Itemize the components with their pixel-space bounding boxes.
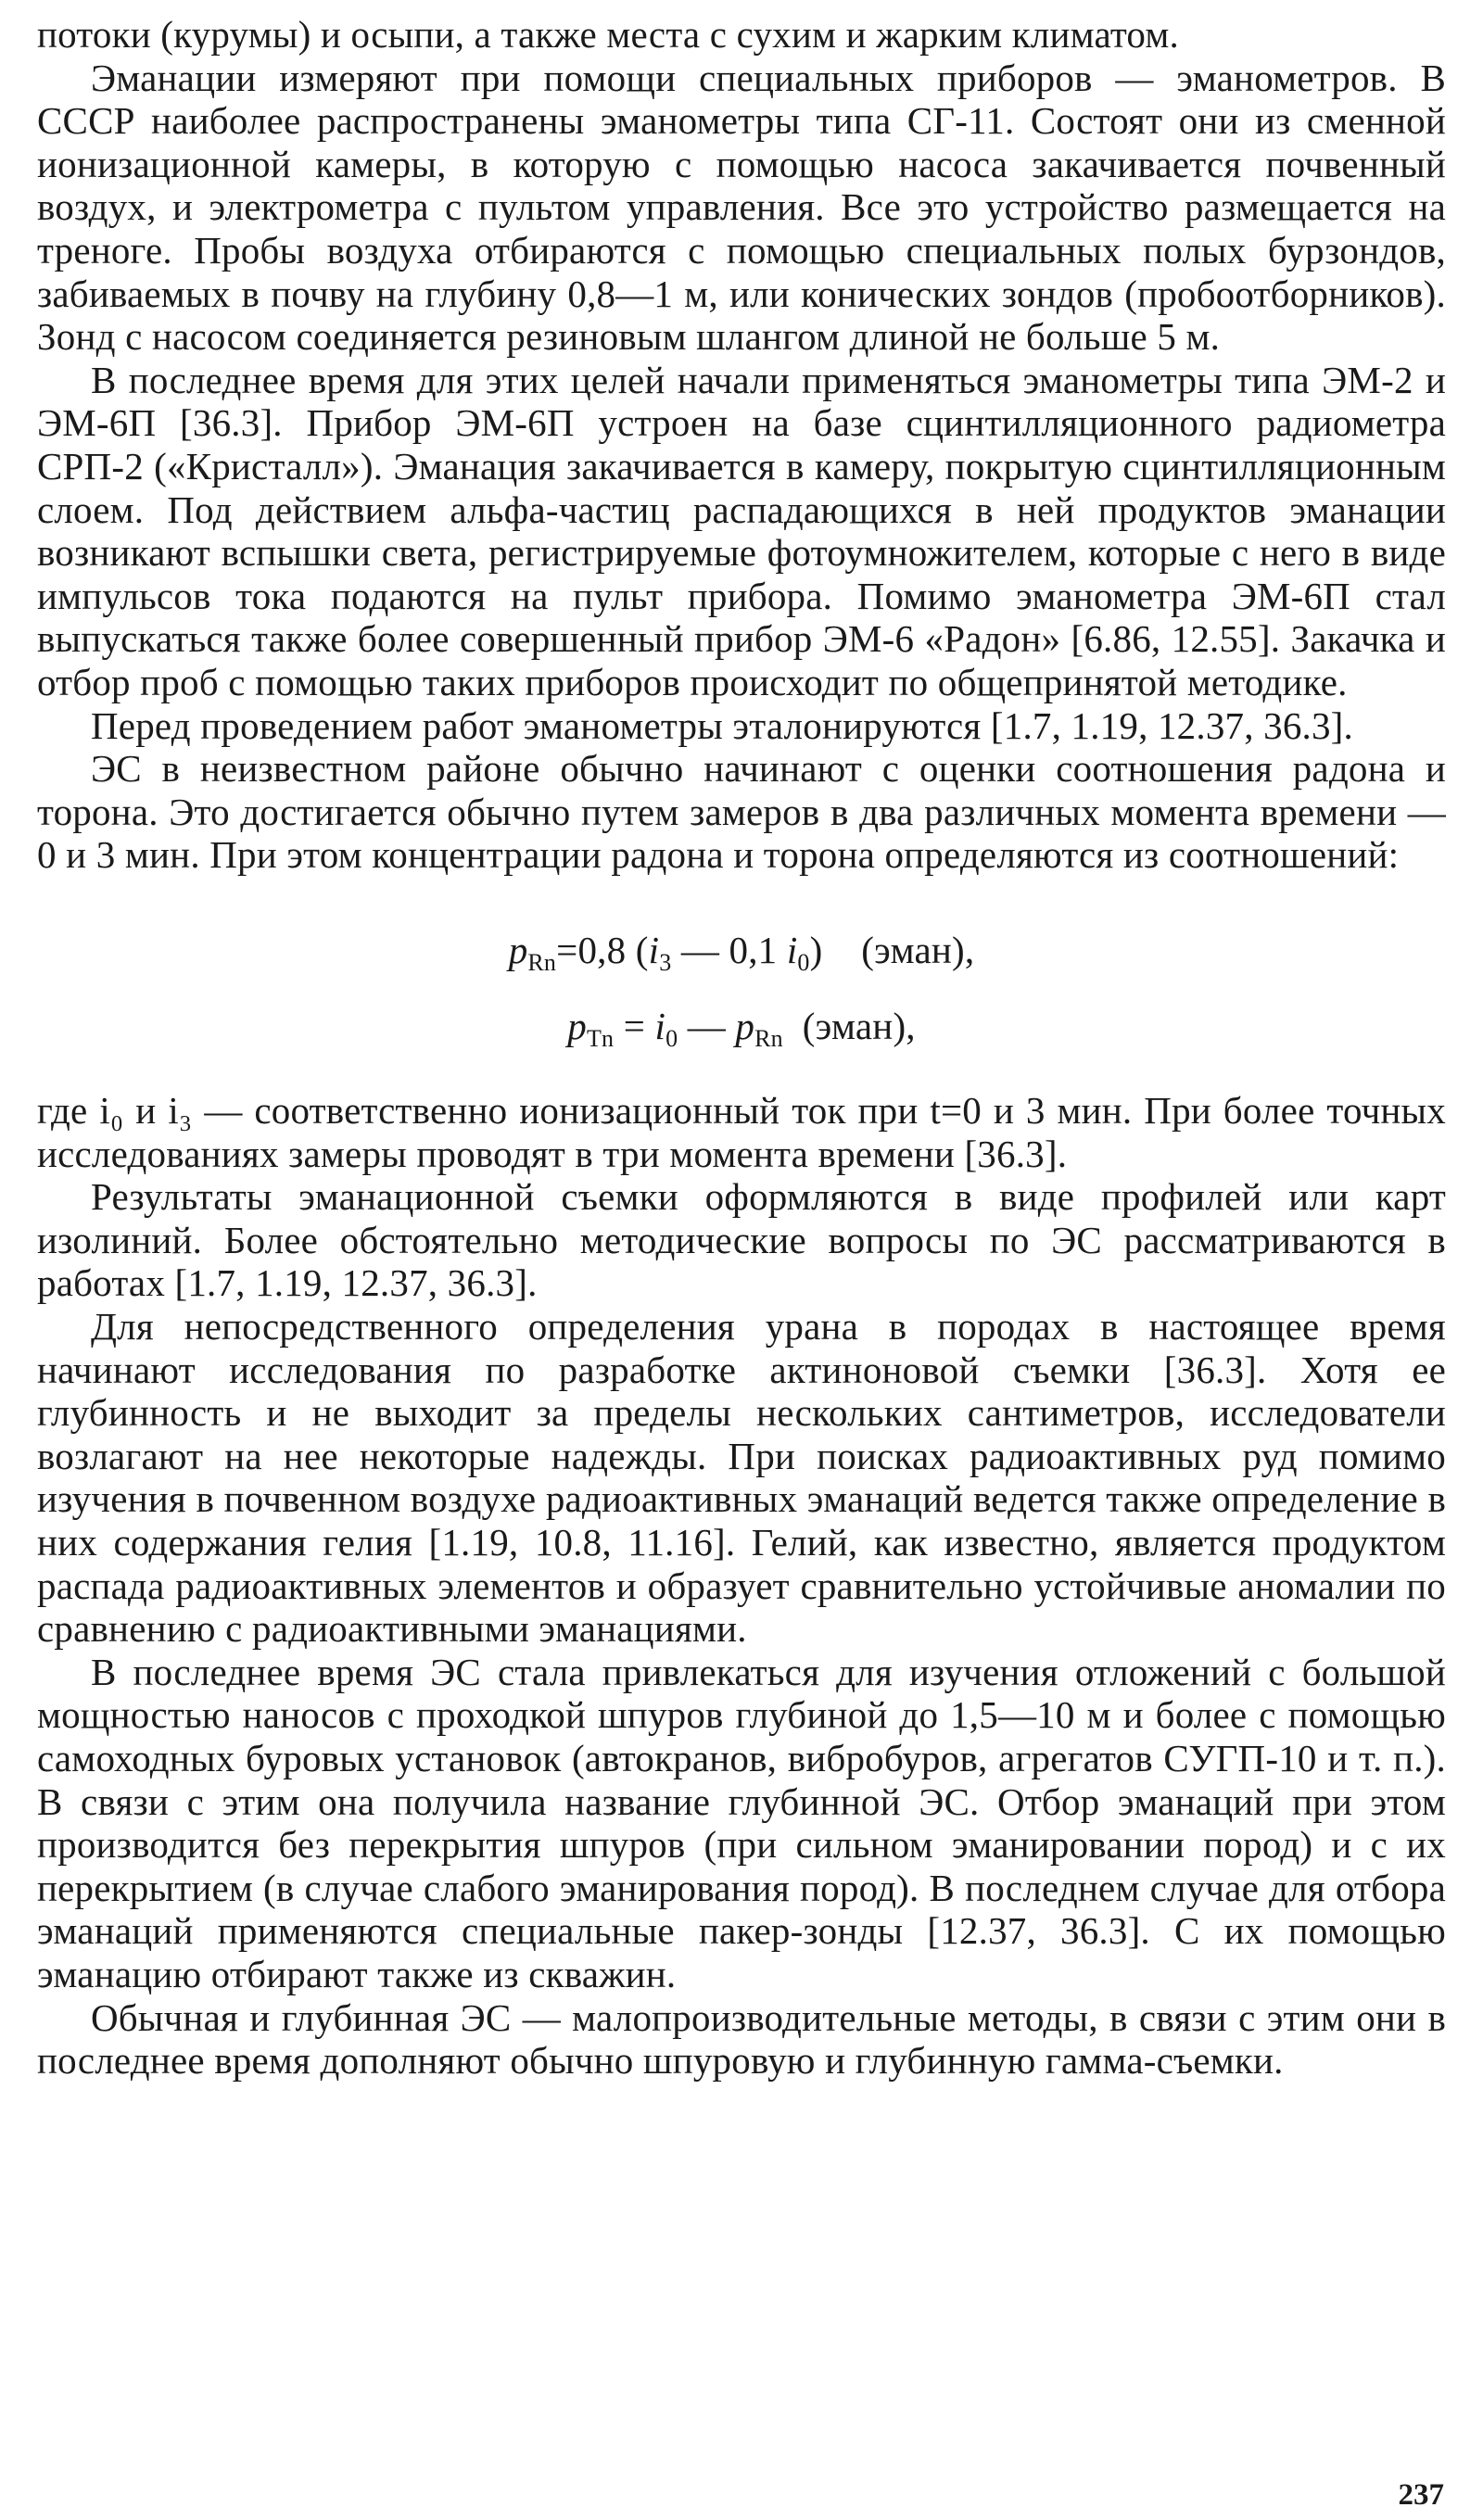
paragraph-deep-es: В последнее время ЭС стала привлекаться для изучения отложений с большой мощностью наносов с проходкой шпуров глубиной до 1,5—10 м и более с помощью самоходных буровых установок (автокранов, вибробуров, агрегатов СУГП-10 и т. п.). В связи с этим она получила название глубинной ЭС. Отбор эманаций при этом производится без перекрытия шпуров (при сильном эманировании пород) и с их перекрытием (в случае слабого эманирования пород). В последнем случае для отбора эманаций применяются специальные пакер-зонды [12.37, 36.3]. С их помощью эманацию отбирают также из скважин. — [37, 1650, 1446, 1995]
paragraph-radon-thoron: ЭС в неизвестном районе обычно начинают с оценки соотношения радона и торона. Это достигается обычно путем замеров в два различных момента времени — 0 и 3 мин. При этом концентрации радона и торона определяются из соотношений: — [37, 747, 1446, 877]
paragraph-results: Результаты эманационной съемки оформляются в виде профилей или карт изолиний. Более обстоятельно методические вопросы по ЭС рассматриваются в работах [1.7, 1.19, 12.37, 36.3]. — [37, 1175, 1446, 1305]
formula-thoron: $p_{Tn} = i_0$ — $p_{Rn}$ (эман), — [567, 1005, 916, 1053]
paragraph-continuation: потоки (курумы) и осыпи, а также места с сухим и жарким климатом. — [37, 13, 1179, 56]
paragraph-actinon: Для непосредственного определения урана в породах в настоящее время начинают исследования по разработке актиноновой съемки [36.3]. Хотя ее глубинность и не выходит за пределы нескольких сантиметров, исследователи возлагают на нее некоторые надежды. При поисках радиоактивных руд помимо изучения в почвенном воздухе радиоактивных эманаций ведется также определение в них содержания гелия [1.19, 10.8, 11.16]. Гелий, как известно, является продуктом распада радиоактивных элементов и образует сравнительно устойчивые аномалии по сравнению с радиоактивными эманациями. — [37, 1305, 1446, 1651]
paragraph-conclusion: Обычная и глубинная ЭС — малопроизводительные методы, в связи с этим они в последнее время дополняют обычно шпуровую и глубинную гамма-съемки. — [37, 1995, 1446, 2083]
page-number: 237 — [1398, 2478, 1444, 2512]
paragraph-calibration: Перед проведением работ эманометры эталонируются [1.7, 1.19, 12.37, 36.3]. — [91, 703, 1353, 747]
body-text — [37, 13, 1446, 2083]
formula-radon: $p_{Rn}=0,8$ ($i_3$ — 0,1 $i_0$) (эман), — [508, 928, 975, 976]
paragraph-emanometers: Эманации измеряют при помощи специальных приборов — эманометров. В СССР наиболее распространены эманометры типа СГ-11. Состоят они из сменной ионизационной камеры, в которую с помощью насоса закачивается почвенный воздух, и электрометра с пультом управления. Все это устройство размещается на треноге. Пробы воздуха отбираются с помощью специальных полых бурзондов, забиваемых в почву на глубину 0,8—1 м, или конических зондов (пробоотборников). Зонд с насосом соединяется резиновым шлангом длиной не больше 5 м. — [37, 56, 1446, 359]
paragraph-em6p: В последнее время для этих целей начали применяться эманометры типа ЭМ-2 и ЭМ-6П [36.3]. Прибор ЭМ-6П устроен на базе сцинтилляционного радиометра СРП-2 («Кристалл»). Эманация закачивается в камеру, покрытую сцинтилляционным слоем. Под действием альфа-частиц распадающихся в ней продуктов эманации возникают вспышки света, регистрируемые фотоумножителем, которые с него в виде импульсов тока подаются на пульт прибора. Помимо эманометра ЭМ-6П стал выпускаться также более совершенный прибор ЭМ-6 «Радон» [6.86, 12.55]. Закачка и отбор проб с помощью таких приборов происходит по общепринятой методике. — [37, 358, 1446, 703]
formula-block — [37, 928, 1446, 1053]
paragraph-where: где i₀ и i₃ — соответственно ионизационный ток при t=0 и 3 мин. При более точных исследованиях замеры проводят в три момента времени [36.3]. — [37, 1089, 1446, 1175]
